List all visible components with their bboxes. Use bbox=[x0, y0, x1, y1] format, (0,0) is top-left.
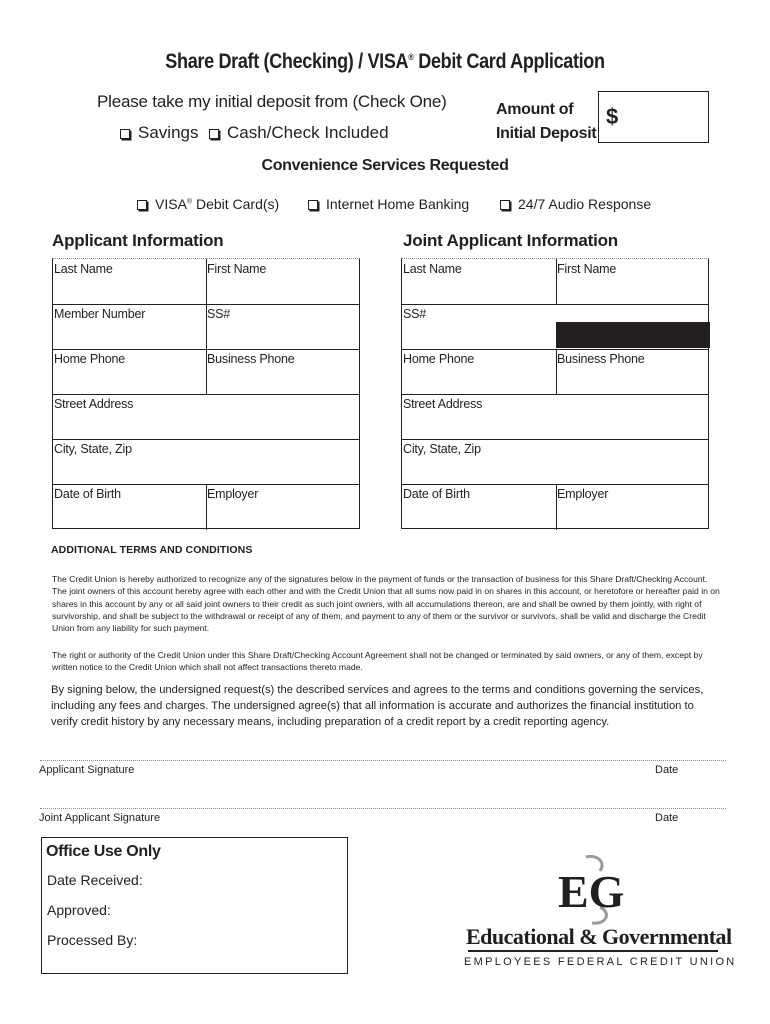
cash-check-checkbox[interactable] bbox=[209, 129, 219, 139]
joint-applicant-form bbox=[401, 258, 709, 529]
internet-banking-checkbox[interactable] bbox=[308, 200, 318, 210]
terms-paragraph-3: By signing below, the undersigned request(s) the described services and agrees to the terms and conditions governing the services, including any fees and charges. The undersigned agree(s) that all information is accurate and authorizes the financial institution to verify credit history by any necessary means, including preparation of a credit report by a credit reporting agency. bbox=[51, 684, 704, 728]
applicant-date-label: Date bbox=[655, 764, 679, 776]
joint-employer-field[interactable]: Employer bbox=[557, 487, 609, 501]
audio-response-checkbox[interactable] bbox=[500, 200, 510, 210]
page-title: Share Draft (Checking) / VISA® Debit Card Application bbox=[165, 50, 605, 73]
convenience-title: Convenience Services Requested bbox=[261, 157, 509, 174]
applicant-first-name-field[interactable]: First Name bbox=[207, 262, 267, 276]
audio-response-option[interactable]: 24/7 Audio Response bbox=[500, 196, 651, 212]
joint-dob-field[interactable]: Date of Birth bbox=[403, 487, 470, 501]
savings-option[interactable]: Savings bbox=[120, 123, 198, 143]
applicant-signature-label: Applicant Signature bbox=[39, 764, 135, 776]
joint-section-title: Joint Applicant Information bbox=[403, 231, 618, 250]
applicant-city-state-zip-field[interactable]: City, State, Zip bbox=[54, 442, 132, 456]
applicant-form bbox=[52, 258, 360, 529]
applicant-member-number-field[interactable]: Member Number bbox=[54, 307, 146, 321]
terms-paragraph-2: The right or authority of the Credit Union under this Share Draft/Checking Account Agreement shall not be changed or terminated by said owners, or any of them, except by written notice to the Credit Union which shall not affect transactions thereto made. bbox=[52, 650, 703, 673]
processed-by-label: Processed By: bbox=[47, 932, 138, 948]
applicant-signature-line[interactable] bbox=[40, 760, 726, 761]
applicant-employer-field[interactable]: Employer bbox=[207, 487, 259, 501]
terms-title: ADDITIONAL TERMS AND CONDITIONS bbox=[51, 544, 253, 556]
redacted-block bbox=[556, 322, 710, 348]
internet-banking-option[interactable]: Internet Home Banking bbox=[308, 196, 469, 212]
deposit-prompt: Please take my initial deposit from (Check One) bbox=[97, 92, 447, 111]
joint-ssn-field[interactable]: SS# bbox=[403, 307, 427, 321]
savings-checkbox[interactable] bbox=[120, 129, 130, 139]
joint-last-name-field[interactable]: Last Name bbox=[403, 262, 462, 276]
joint-business-phone-field[interactable]: Business Phone bbox=[557, 352, 645, 366]
visa-debit-option[interactable]: VISA® Debit Card(s) bbox=[137, 196, 279, 212]
applicant-ssn-field[interactable]: SS# bbox=[207, 307, 231, 321]
applicant-street-field[interactable]: Street Address bbox=[54, 397, 134, 411]
joint-signature-line[interactable] bbox=[40, 808, 726, 809]
credit-union-subtitle: EMPLOYEES FEDERAL CREDIT UNION bbox=[464, 956, 737, 968]
credit-union-logo-icon bbox=[556, 855, 634, 925]
date-received-label: Date Received: bbox=[47, 872, 143, 888]
currency-symbol: $ bbox=[606, 104, 619, 129]
amount-label: Amount of Initial Deposit bbox=[496, 101, 597, 142]
office-use-title: Office Use Only bbox=[46, 843, 161, 860]
applicant-section-title: Applicant Information bbox=[52, 231, 224, 250]
joint-date-label: Date bbox=[655, 812, 679, 824]
visa-debit-checkbox[interactable] bbox=[137, 200, 147, 210]
joint-first-name-field[interactable]: First Name bbox=[557, 262, 617, 276]
applicant-last-name-field[interactable]: Last Name bbox=[54, 262, 113, 276]
applicant-business-phone-field[interactable]: Business Phone bbox=[207, 352, 295, 366]
joint-home-phone-field[interactable]: Home Phone bbox=[403, 352, 474, 366]
terms-paragraph-1: The Credit Union is hereby authorized to recognize any of the signatures below in the payment of funds or the transaction of business for this Share Draft/Checking Account. The joint owners of this account hereby agree with each other and with the Credit Union that all sums now paid in on shares in this account, or heretofore or hereafter paid in on shares in this account by any or all said joint owners to their credit as such joint owners, with all accumulations thereon, are and shall be owned by them jointly, with right of survivorship, and shall be subject to the withdrawal or receipt of any of them, and payment to any of them or the survivor or survivors, shall be valid and discharge the Credit Union from any liability for such payment. bbox=[52, 574, 720, 634]
credit-union-name: Educational & Governmental bbox=[466, 924, 732, 949]
logo-mark-text: EG bbox=[558, 866, 625, 917]
joint-city-state-zip-field[interactable]: City, State, Zip bbox=[403, 442, 481, 456]
approved-label: Approved: bbox=[47, 902, 111, 918]
cash-check-option[interactable]: Cash/Check Included bbox=[209, 123, 389, 143]
joint-signature-label: Joint Applicant Signature bbox=[39, 812, 161, 824]
applicant-dob-field[interactable]: Date of Birth bbox=[54, 487, 121, 501]
joint-street-field[interactable]: Street Address bbox=[403, 397, 483, 411]
applicant-home-phone-field[interactable]: Home Phone bbox=[54, 352, 125, 366]
logo-divider bbox=[468, 950, 718, 952]
